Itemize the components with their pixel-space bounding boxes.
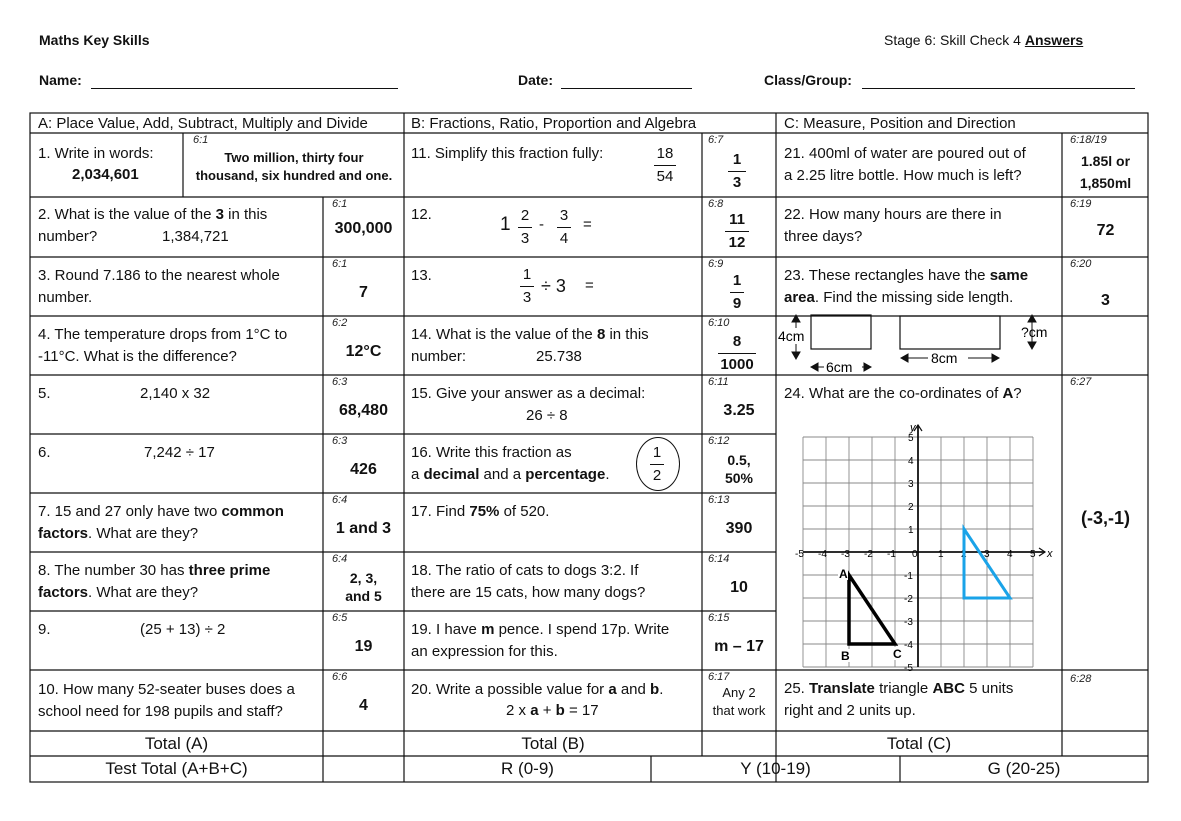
q25-code: 6:28 — [1070, 673, 1092, 685]
q23-width-a-label: 6cm — [826, 359, 853, 375]
answers-label: Answers — [1024, 32, 1084, 48]
q13-answer — [730, 272, 744, 313]
q16-code: 6:12 — [708, 435, 730, 447]
x-tick-label: 0 — [912, 549, 918, 560]
fraction-bar — [518, 227, 532, 228]
q2-text-b: in this — [223, 206, 268, 223]
x-tick-label: -3 — [841, 549, 850, 560]
q20-eq-a: 2 x — [506, 702, 531, 719]
column-b-header: B: Fractions, Ratio, Proportion and Algebra — [411, 115, 697, 132]
x-tick-label: -1 — [887, 549, 896, 560]
q3-answer: 7 — [359, 284, 368, 301]
q16-text-a: 16. Write this fraction as — [411, 444, 572, 461]
q21-text — [784, 143, 1026, 187]
q22-text-b: three days? — [784, 228, 863, 245]
stage-text: Stage 6: Skill Check 4 — [884, 32, 1025, 48]
x-tick-label: 3 — [984, 549, 990, 560]
band-yellow-label: Y (10-19) — [740, 759, 811, 778]
name-label: Name: — [39, 72, 82, 88]
q25-text-a: 25. — [784, 680, 810, 697]
q7-bold-b: factors — [38, 525, 89, 542]
q11-answer-numerator: 1 — [732, 151, 742, 168]
q7-text-b: . What are they? — [88, 525, 199, 542]
q12-whole: 1 — [500, 214, 511, 235]
y-tick-label: -3 — [904, 617, 913, 628]
x-axis-label: x — [1047, 548, 1053, 560]
y-tick-label: 2 — [908, 502, 914, 513]
q21-answer — [1063, 150, 1148, 194]
q16-answer-line2: 50% — [724, 470, 754, 486]
q19-text-b: pence. I spend 17p. Write — [494, 621, 670, 638]
y-tick-label: 1 — [908, 525, 914, 536]
q22-code: 6:19 — [1070, 198, 1092, 210]
x-tick-label: 4 — [1007, 549, 1013, 560]
q10-text-a: 10. How many 52-seater buses does a — [38, 681, 295, 698]
q10-code: 6:6 — [332, 671, 348, 683]
q20-eq-c: = 17 — [564, 702, 599, 719]
fraction-bar — [728, 171, 746, 172]
q6-answer: 426 — [350, 461, 377, 478]
q6-number: 6. — [38, 444, 51, 461]
y-tick-label: 3 — [908, 479, 914, 490]
q16-fraction — [650, 444, 664, 485]
q19-text-a: 19. I have — [411, 621, 482, 638]
q8-answer — [324, 569, 403, 605]
q14-number: 25.738 — [536, 348, 582, 365]
q4-code: 6:2 — [332, 317, 348, 329]
q12-answer — [725, 211, 749, 252]
q9-code: 6:5 — [332, 612, 348, 624]
date-label: Date: — [518, 72, 554, 88]
q12-operator: - — [539, 216, 544, 233]
vertex-label-a: A — [839, 567, 848, 581]
q14-text-b: in this — [605, 326, 649, 343]
q2-number: 1,384,721 — [162, 228, 229, 245]
q18-text-a: 18. The ratio of cats to dogs 3:2. If — [411, 562, 639, 579]
q16-numerator: 1 — [652, 444, 662, 461]
q18-code: 6:14 — [708, 553, 730, 565]
q1-answer — [186, 149, 402, 185]
q4-answer: 12°C — [345, 343, 382, 360]
y-tick-label: -5 — [904, 663, 913, 674]
q13-numerator: 1 — [522, 266, 532, 283]
q5-code: 6:3 — [332, 376, 348, 388]
q24-text-b: ? — [1013, 385, 1022, 402]
q3-text-a: 3. Round 7.186 to the nearest whole — [38, 267, 280, 284]
q20-text-a: 20. Write a possible value for — [411, 681, 609, 698]
q25-text-c: 5 units — [964, 680, 1014, 697]
q21-text-a: 21. 400ml of water are poured out of — [784, 145, 1026, 162]
q19-text-c: an expression for this. — [411, 643, 558, 660]
q12-denominator-a: 3 — [520, 230, 530, 247]
y-tick-label: -1 — [904, 571, 913, 582]
q25-text-b: triangle — [874, 680, 933, 697]
q15-answer: 3.25 — [723, 402, 755, 419]
q21-answer-line2: 1,850ml — [1079, 175, 1132, 191]
q20-text-b: and — [616, 681, 651, 698]
q11-answer-denominator: 3 — [732, 174, 742, 191]
q5-answer: 68,480 — [339, 402, 388, 419]
q16-text-c: and a — [479, 466, 526, 483]
q13-operator: ÷ 3 — [541, 276, 566, 296]
rectangle-b — [900, 316, 1000, 349]
y-tick-label: -2 — [904, 594, 913, 605]
total-c-label: Total (C) — [886, 734, 952, 753]
q24-answer: (-3,-1) — [1081, 508, 1130, 528]
q12-numerator-b: 3 — [559, 207, 569, 224]
q20-eq-b: + — [538, 702, 556, 719]
q23-text-a: 23. These rectangles have the — [784, 267, 990, 284]
q16-answer — [703, 451, 775, 487]
q2-text — [38, 204, 267, 248]
y-axis-label: y — [910, 422, 916, 434]
q22-text-a: 22. How many hours are there in — [784, 206, 1002, 223]
q12-answer-denominator: 12 — [728, 234, 746, 251]
q18-answer: 10 — [730, 579, 748, 596]
q9-expression: (25 + 13) ÷ 2 — [140, 621, 226, 638]
q23-answer: 3 — [1101, 292, 1110, 309]
q20-equation — [506, 700, 599, 722]
column-c-header: C: Measure, Position and Direction — [784, 115, 1016, 132]
q2-code: 6:1 — [332, 198, 348, 210]
q8-text — [38, 560, 270, 604]
q12-fraction-a — [518, 207, 532, 248]
q1-text: 1. Write in words: — [38, 145, 154, 162]
q20-var-b: b — [650, 681, 660, 698]
q10-answer: 4 — [359, 697, 368, 714]
q8-bold-a: three prime — [188, 562, 271, 579]
q12-number: 12. — [411, 206, 432, 223]
q8-text-a: 8. The number 30 has — [38, 562, 189, 579]
x-tick-label: -5 — [795, 549, 804, 560]
q3-text-b: number. — [38, 289, 93, 306]
vertex-label-c: C — [893, 647, 902, 661]
class-label: Class/Group: — [764, 72, 852, 88]
q4-text-b: -11°C. What is the difference? — [38, 348, 237, 365]
x-tick-label: -4 — [818, 549, 827, 560]
q13-code: 6:9 — [708, 258, 724, 270]
q18-text-b: there are 15 cats, how many dogs? — [411, 584, 646, 601]
q14-answer — [718, 333, 756, 374]
q14-code: 6:10 — [708, 317, 730, 329]
q16-text-b: a — [411, 466, 424, 483]
q13-answer-numerator: 1 — [732, 272, 742, 289]
q2-answer: 300,000 — [334, 220, 393, 237]
q25-bold-b: ABC — [932, 680, 965, 697]
q6-code: 6:3 — [332, 435, 348, 447]
q4-text — [38, 324, 287, 368]
q23-code: 6:20 — [1070, 258, 1092, 270]
q15-text: 15. Give your answer as a decimal: — [411, 385, 646, 402]
coordinate-grid — [790, 410, 1053, 674]
q12-denominator-b: 4 — [559, 230, 569, 247]
q11-answer — [728, 151, 746, 192]
column-a-header: A: Place Value, Add, Subtract, Multiply and Divide — [38, 115, 368, 132]
total-a-label: Total (A) — [144, 734, 209, 753]
fraction-bar — [520, 286, 534, 287]
q12-equals: = — [583, 216, 592, 233]
q19-text — [411, 619, 669, 663]
q16-bold-b: percentage — [525, 466, 606, 483]
x-tick-label: 1 — [938, 549, 944, 560]
q3-code: 6:1 — [332, 258, 348, 270]
q20-answer-line2: that work — [712, 703, 766, 718]
band-red-label: R (0-9) — [501, 759, 554, 778]
total-b-label: Total (B) — [521, 734, 585, 753]
q17-text — [411, 501, 549, 523]
x-tick-label: 2 — [961, 549, 967, 560]
q24-bold: A — [1002, 385, 1014, 402]
q9-number: 9. — [38, 621, 51, 638]
q10-text — [38, 679, 295, 723]
q22-text — [784, 204, 1002, 248]
q25-bold-a: Translate — [809, 680, 875, 697]
q20-answer-line1: Any 2 — [722, 685, 756, 700]
q2-text-a: 2. What is the value of the — [38, 206, 216, 223]
q13-answer-denominator: 9 — [732, 295, 742, 312]
q8-answer-line2: and 5 — [345, 588, 382, 604]
fraction-bar — [725, 231, 749, 232]
fraction-bar — [730, 292, 744, 293]
q5-number: 5. — [38, 385, 51, 402]
q2-digit: 3 — [215, 206, 224, 223]
q13-denominator: 3 — [522, 289, 532, 306]
q17-code: 6:13 — [708, 494, 730, 506]
q16-answer-line1: 0.5, — [727, 452, 751, 468]
fraction-bar — [718, 353, 756, 354]
q3-text — [38, 265, 280, 309]
tick-labels — [795, 433, 1036, 674]
q11-text: 11. Simplify this fraction fully: — [411, 145, 604, 162]
fraction-bar — [654, 165, 676, 166]
q11-denominator: 54 — [656, 168, 674, 185]
q8-bold-b: factors — [38, 584, 89, 601]
q15-expression: 26 ÷ 8 — [526, 407, 568, 424]
q8-text-b: . What are they? — [88, 584, 199, 601]
fraction-bar — [557, 227, 571, 228]
y-tick-label: 4 — [908, 456, 914, 467]
q17-answer: 390 — [725, 520, 753, 537]
q12-numerator-a: 2 — [520, 207, 530, 224]
q11-numerator: 18 — [656, 145, 674, 162]
q23-bold-a: same — [989, 267, 1029, 284]
q19-code: 6:15 — [708, 612, 730, 624]
q4-text-a: 4. The temperature drops from 1°C to — [38, 326, 288, 343]
q21-answer-line1: 1.85l or — [1080, 153, 1131, 169]
q23-height-b-label: ?cm — [1021, 324, 1048, 340]
q11-fraction — [654, 145, 676, 186]
q17-text-b: of 520. — [499, 503, 550, 520]
q6-expression: 7,242 ÷ 17 — [144, 444, 215, 461]
q1-answer-line2: thousand, six hundred and one. — [195, 168, 393, 183]
q16-text — [411, 442, 609, 486]
q2-text-c: number? — [38, 228, 98, 245]
q14-text-a: 14. What is the value of the — [411, 326, 597, 343]
q21-text-b: a 2.25 litre bottle. How much is left? — [784, 167, 1022, 184]
q13-fraction — [520, 266, 534, 307]
q7-text-a: 7. 15 and 27 only have two — [38, 503, 222, 520]
x-tick-label: -2 — [864, 549, 873, 560]
q16-denominator: 2 — [652, 467, 662, 484]
q19-answer: m – 17 — [714, 638, 764, 655]
q23-width-b-label: 8cm — [931, 350, 958, 366]
rectangle-a — [811, 315, 871, 349]
y-tick-label: 5 — [908, 433, 914, 444]
worksheet-title: Maths Key Skills — [39, 32, 150, 48]
vertex-label-b: B — [841, 649, 850, 663]
q8-answer-line1: 2, 3, — [349, 570, 378, 586]
q16-bold-a: decimal — [423, 466, 480, 483]
x-tick-label: 5 — [1030, 549, 1036, 560]
q1-code: 6:1 — [193, 134, 209, 146]
q12-fraction-b — [557, 207, 571, 248]
q20-answer — [703, 684, 775, 720]
q12-code: 6:8 — [708, 198, 724, 210]
q7-bold-a: common — [221, 503, 284, 520]
q16-text-d: . — [605, 466, 610, 483]
q10-text-b: school need for 198 pupils and staff? — [38, 703, 283, 720]
q7-code: 6:4 — [332, 494, 348, 506]
q24-text-a: 24. What are the co-ordinates of — [784, 385, 1003, 402]
q22-answer: 72 — [1096, 222, 1115, 239]
test-total-label: Test Total (A+B+C) — [105, 759, 248, 778]
q15-code: 6:11 — [708, 376, 729, 388]
q20-code: 6:17 — [708, 671, 730, 683]
q7-text — [38, 501, 284, 545]
band-green-label: G (20-25) — [987, 759, 1061, 778]
q23-text-b: . Find the missing side length. — [814, 289, 1014, 306]
q1-number: 2,034,601 — [72, 166, 139, 183]
q17-text-a: 17. Find — [411, 503, 470, 520]
q25-text — [784, 678, 1013, 722]
q14-answer-numerator: 8 — [732, 333, 742, 350]
y-tick-label: -4 — [904, 640, 913, 651]
q25-text-d: right and 2 units up. — [784, 702, 916, 719]
q23-bold-b: area — [784, 289, 815, 306]
q8-code: 6:4 — [332, 553, 348, 565]
q20-text-c: . — [659, 681, 664, 698]
q13-number: 13. — [411, 267, 432, 284]
q21-code: 6:18/19 — [1070, 134, 1107, 146]
q13-equals: = — [585, 277, 594, 294]
axes — [803, 422, 1053, 667]
q24-code: 6:27 — [1070, 376, 1092, 388]
q20-eq-var-a: a — [530, 702, 539, 719]
q24-text — [784, 383, 1022, 405]
q20-eq-var-b: b — [555, 702, 565, 719]
q23-rectangles-diagram — [776, 312, 1062, 376]
q17-bold: 75% — [469, 503, 500, 520]
q11-code: 6:7 — [708, 134, 724, 146]
q20-text — [411, 679, 663, 701]
q23-height-a-label: 4cm — [778, 328, 805, 344]
fraction-bar — [650, 464, 664, 465]
q9-answer: 19 — [354, 638, 373, 655]
q7-answer: 1 and 3 — [335, 520, 392, 537]
q14-text-c: number: — [411, 348, 467, 365]
q19-variable: m — [481, 621, 495, 638]
q5-expression: 2,140 x 32 — [140, 385, 211, 402]
q20-var-a: a — [608, 681, 617, 698]
q18-text — [411, 560, 645, 604]
q1-answer-line1: Two million, thirty four — [224, 150, 364, 165]
q23-text — [784, 265, 1028, 309]
q14-text — [411, 324, 649, 368]
q12-answer-numerator: 11 — [729, 211, 745, 228]
q14-answer-denominator: 1000 — [720, 356, 754, 373]
q14-digit: 8 — [596, 326, 606, 343]
